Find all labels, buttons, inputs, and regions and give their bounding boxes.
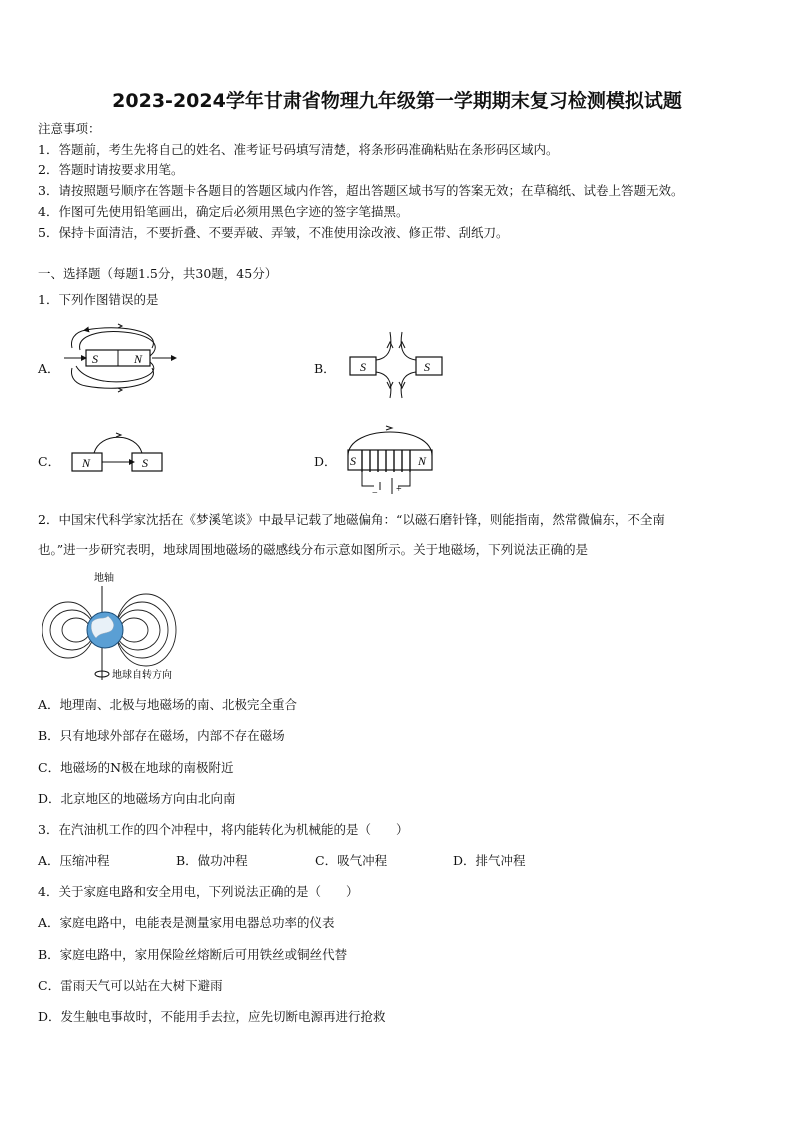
q2-stem-line1: 2．中国宋代科学家沈括在《梦溪笔谈》中最早记载了地磁偏角：“以磁石磨针锋，则能指南，然常微偏东，不全南 bbox=[38, 512, 665, 527]
q1-option-d-label: D． bbox=[314, 454, 337, 469]
earth-axis-label: 地轴 bbox=[94, 573, 114, 584]
battery-plus: + bbox=[396, 484, 402, 495]
magnet-b-left-s: S bbox=[360, 360, 366, 374]
earth-rotation-label: 地球自转方向 bbox=[112, 670, 172, 681]
notice-heading: 注意事项： bbox=[38, 121, 101, 136]
magnet-b-right-s: S bbox=[424, 360, 430, 374]
q2-stem-line2: 也。”进一步研究表明，地球周围地磁场的磁感线分布示意如图所示。关于地磁场，下列说法正确的是 bbox=[38, 542, 589, 557]
q1-stem: 1．下列作图错误的是 bbox=[38, 292, 159, 307]
q3-option-b: B．做功冲程 bbox=[176, 853, 248, 868]
notice-item-2: 2．答题时请按要求用笔。 bbox=[38, 162, 184, 177]
q1-figure-d bbox=[340, 418, 440, 498]
notice-item-1: 1．答题前，考生先将自己的姓名、准考证号码填写清楚，将条形码准确粘贴在条形码区域内。 bbox=[38, 142, 559, 157]
q1-figure-a bbox=[62, 320, 182, 396]
q4-stem: 4．关于家庭电路和安全用电，下列说法正确的是（ ） bbox=[38, 884, 359, 899]
q1-figure-c bbox=[64, 428, 174, 488]
magnet-c-s: S bbox=[142, 456, 148, 470]
q2-option-c: C．地磁场的N极在地球的南极附近 bbox=[38, 760, 234, 775]
q2-option-d: D．北京地区的地磁场方向由北向南 bbox=[38, 791, 236, 806]
solenoid-n: N bbox=[418, 454, 427, 468]
magnet-a-n: N bbox=[134, 352, 143, 366]
q3-option-a: A．压缩冲程 bbox=[38, 853, 110, 868]
notice-item-3: 3．请按照题号顺序在答题卡各题目的答题区域内作答，超出答题区域书写的答案无效；在草稿纸、试卷上答题无效。 bbox=[38, 183, 684, 198]
solenoid-s: S bbox=[350, 454, 356, 468]
q4-option-d: D．发生触电事故时，不能用手去拉，应先切断电源再进行抢救 bbox=[38, 1009, 386, 1024]
q3-stem: 3．在汽油机工作的四个冲程中，将内能转化为机械能的是（ ） bbox=[38, 822, 409, 837]
q1-figure-b bbox=[340, 330, 450, 400]
magnet-c-n: N bbox=[82, 456, 91, 470]
notice-item-5: 5．保持卡面清洁，不要折叠、不要弄破、弄皱，不准使用涂改液、修正带、刮纸刀。 bbox=[38, 225, 509, 240]
section-heading: 一、选择题（每题1.5分，共30题，45分） bbox=[38, 266, 278, 281]
q2-option-a: A．地理南、北极与地磁场的南、北极完全重合 bbox=[38, 697, 298, 712]
magnet-a-s: S bbox=[92, 352, 98, 366]
q1-option-b-label: B． bbox=[314, 361, 336, 376]
q3-option-d: D．排气冲程 bbox=[453, 853, 526, 868]
q1-option-c-label: C． bbox=[38, 454, 61, 469]
q4-option-b: B．家庭电路中，家用保险丝熔断后可用铁丝或铜丝代替 bbox=[38, 947, 348, 962]
q1-option-a-label: A． bbox=[38, 361, 60, 376]
q4-option-a: A．家庭电路中，电能表是测量家用电器总功率的仪表 bbox=[38, 915, 335, 930]
page-title: 2023-2024学年甘肃省物理九年级第一学期期末复习检测模拟试题 bbox=[112, 90, 682, 112]
q2-earth-field-figure bbox=[42, 568, 202, 688]
notice-item-4: 4．作图可先使用铅笔画出，确定后必须用黑色字迹的签字笔描黑。 bbox=[38, 204, 409, 219]
q4-option-c: C．雷雨天气可以站在大树下避雨 bbox=[38, 978, 223, 993]
battery-minus: − bbox=[372, 488, 378, 498]
q3-option-c: C．吸气冲程 bbox=[315, 853, 388, 868]
q2-option-b: B．只有地球外部存在磁场，内部不存在磁场 bbox=[38, 728, 285, 743]
